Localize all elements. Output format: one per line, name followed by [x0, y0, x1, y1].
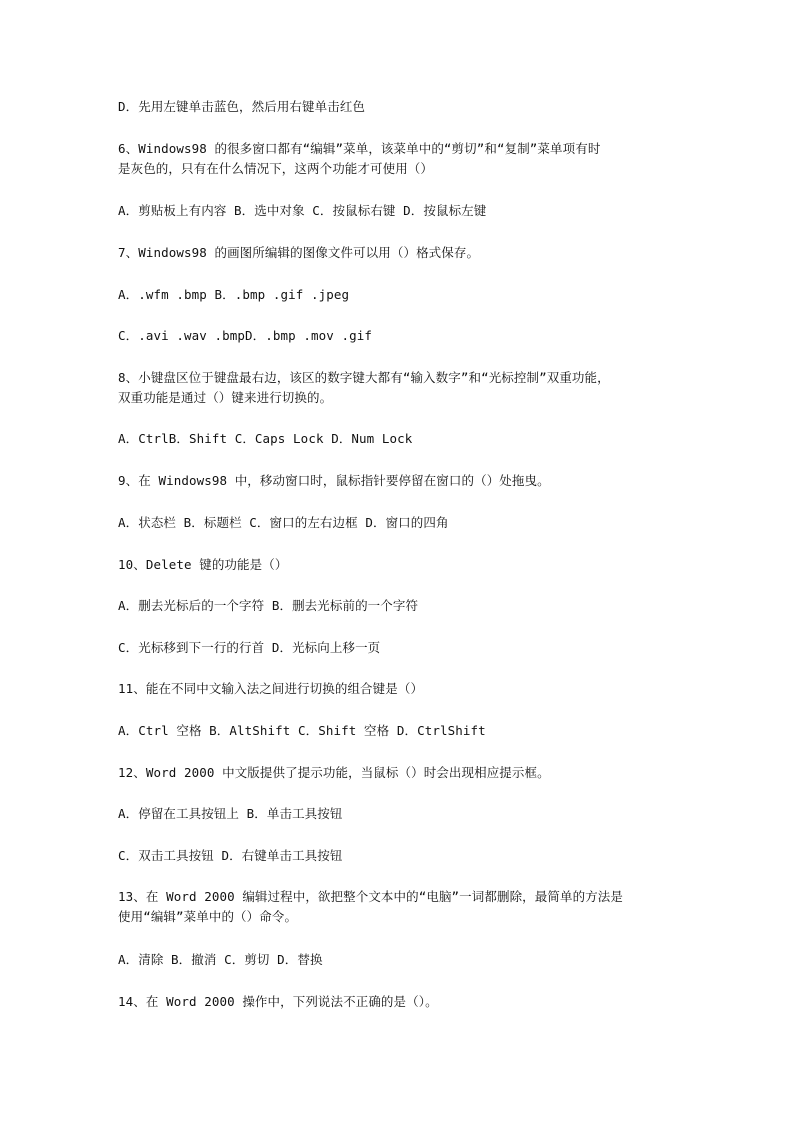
- question-13-options: A．清除 B．撤消 C．剪切 D．替换: [118, 952, 323, 967]
- question-6-line-2: 是灰色的，只有在什么情况下，这两个功能才可使用（）: [118, 161, 434, 176]
- question-13-line-1: 13、在 Word 2000 编辑过程中，欲把整个文本中的“电脑”一词都删除，最简单的方法是: [118, 889, 623, 904]
- question-14: 14、在 Word 2000 操作中，下列说法不正确的是（）。: [118, 994, 438, 1009]
- question-11: 11、能在不同中文输入法之间进行切换的组合键是（）: [118, 681, 424, 696]
- question-12-options-cd: C．双击工具按钮 D．右键单击工具按钮: [118, 848, 343, 863]
- question-6-options: A．剪贴板上有内容 B．选中对象 C．按鼠标右键 D．按鼠标左键: [118, 203, 487, 218]
- question-10: 10、Delete 键的功能是（）: [118, 557, 288, 572]
- question-7-options-cd: C．.avi .wav .bmpD．.bmp .mov .gif: [118, 328, 372, 343]
- question-8-options: A．CtrlB．Shift C．Caps Lock D．Num Lock: [118, 431, 413, 446]
- question-7-options-ab: A．.wfm .bmp B．.bmp .gif .jpeg: [118, 287, 350, 302]
- question-12-options-ab: A．停留在工具按钮上 B．单击工具按钮: [118, 806, 343, 821]
- question-10-options-cd: C．光标移到下一行的行首 D．光标向上移一页: [118, 640, 381, 655]
- question-12: 12、Word 2000 中文版提供了提示功能，当鼠标（）时会出现相应提示框。: [118, 765, 550, 780]
- question-6-line-1: 6、Windows98 的很多窗口都有“编辑”菜单，该菜单中的“剪切”和“复制”菜单项有时: [118, 141, 601, 156]
- question-11-options: A．Ctrl 空格 B．AltShift C．Shift 空格 D．CtrlShift: [118, 723, 486, 738]
- question-7: 7、Windows98 的画图所编辑的图像文件可以用（）格式保存。: [118, 245, 480, 260]
- question-8-line-1: 8、小键盘区位于键盘最右边，该区的数字键大都有“输入数字”和“光标控制”双重功能，: [118, 370, 610, 385]
- question-9-options: A．状态栏 B．标题栏 C．窗口的左右边框 D．窗口的四角: [118, 515, 449, 530]
- question-13-line-2: 使用“编辑”菜单中的（）命令。: [118, 909, 298, 924]
- question-9: 9、在 Windows98 中，移动窗口时，鼠标指针要停留在窗口的（）处拖曳。: [118, 473, 550, 488]
- question-8-line-2: 双重功能是通过（）键来进行切换的。: [118, 390, 333, 405]
- question-10-options-ab: A．删去光标后的一个字符 B．删去光标前的一个字符: [118, 598, 419, 613]
- option-line-q5-d: D．先用左键单击蓝色，然后用右键单击红色: [118, 99, 366, 114]
